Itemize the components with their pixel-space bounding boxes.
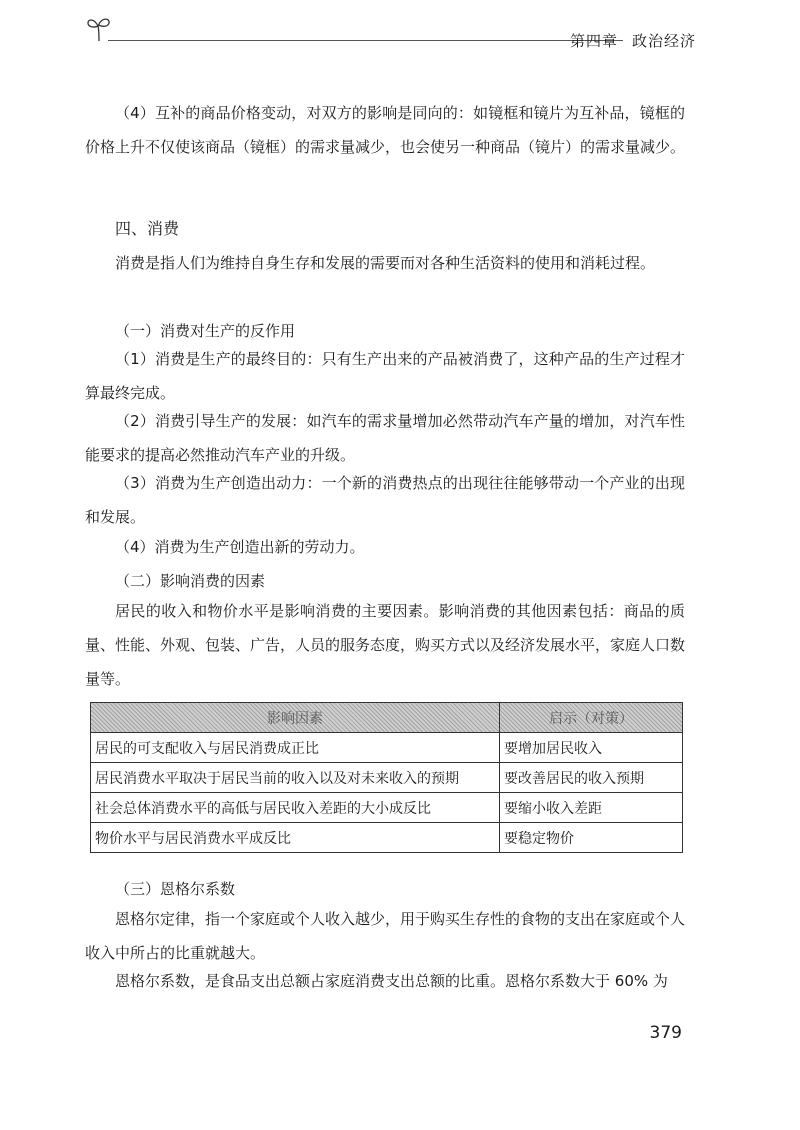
paragraph-complement-goods: （4）互补的商品价格变动，对双方的影响是同向的：如镜框和镜片为互补品，镜框的价格上升不仅使该商品（镜框）的需求量减少，也会使另一种商品（镜片）的需求量减少。 [85, 104, 686, 156]
column-header-factor: 影响因素 [91, 703, 500, 733]
paragraph-factors: 居民的收入和物价水平是影响消费的主要因素。影响消费的其他因素包括：商品的质量、性能、外观、包装、广告，人员的服务态度，购买方式以及经济发展水平，家庭人口数量等。 [85, 602, 686, 688]
table-cell-factor: 居民的可支配收入与居民消费成正比 [91, 733, 500, 763]
subheading-engel: （三）恩格尔系数 [115, 880, 236, 898]
page-header [86, 14, 696, 54]
table-row [91, 763, 683, 793]
paragraph-point-1: （1）消费是生产的最终目的：只有生产出来的产品被消费了，这种产品的生产过程才算最终完成。 [85, 350, 685, 402]
page-number: 379 [649, 1023, 682, 1043]
header-rule [108, 40, 623, 41]
chapter-title [570, 30, 696, 51]
section-heading-consumption: 四、消费 [115, 219, 180, 238]
table-cell-countermeasure: 要稳定物价 [500, 823, 683, 853]
paragraph-point-4: （4）消费为生产创造出新的劳动力。 [115, 538, 365, 556]
chapter-name: 政治经济 [631, 32, 696, 50]
subheading-factors: （二）影响消费的因素 [115, 572, 266, 590]
table-cell-factor: 居民消费水平取决于居民当前的收入以及对未来收入的预期 [91, 763, 500, 793]
chapter-label: 第四章 [569, 32, 618, 50]
factors-table [90, 702, 683, 853]
table-cell-countermeasure: 要增加居民收入 [500, 733, 683, 763]
subheading-reaction: （一）消费对生产的反作用 [115, 322, 296, 340]
paragraph-point-2: （2）消费引导生产的发展：如汽车的需求量增加必然带动汽车产量的增加，对汽车性能要求的提高必然推动汽车产业的升级。 [85, 412, 685, 464]
paragraph-consumption-definition: 消费是指人们为维持自身生存和发展的需要而对各种生活资料的使用和消耗过程。 [115, 254, 656, 272]
table-row [91, 793, 683, 823]
column-header-countermeasure: 启示（对策） [500, 703, 683, 733]
paragraph-engel-coefficient: 恩格尔系数，是食品支出总额占家庭消费支出总额的比重。恩格尔系数大于 60% 为 [115, 972, 668, 990]
paragraph-point-3: （3）消费为生产创造出动力：一个新的消费热点的出现往往能够带动一个产业的出现和发展。 [85, 474, 685, 526]
paragraph-engel-law: 恩格尔定律，指一个家庭或个人收入越少，用于购买生存性的食物的支出在家庭或个人收入中所占的比重就越大。 [85, 910, 686, 962]
table-cell-factor: 物价水平与居民消费水平成反比 [91, 823, 500, 853]
table-row [91, 733, 683, 763]
table-cell-countermeasure: 要缩小收入差距 [500, 793, 683, 823]
table-header-row [91, 703, 683, 733]
table-cell-countermeasure: 要改善居民的收入预期 [500, 763, 683, 793]
table-cell-factor: 社会总体消费水平的高低与居民收入差距的大小成反比 [91, 793, 500, 823]
sprout-icon [86, 14, 112, 42]
table-row [91, 823, 683, 853]
